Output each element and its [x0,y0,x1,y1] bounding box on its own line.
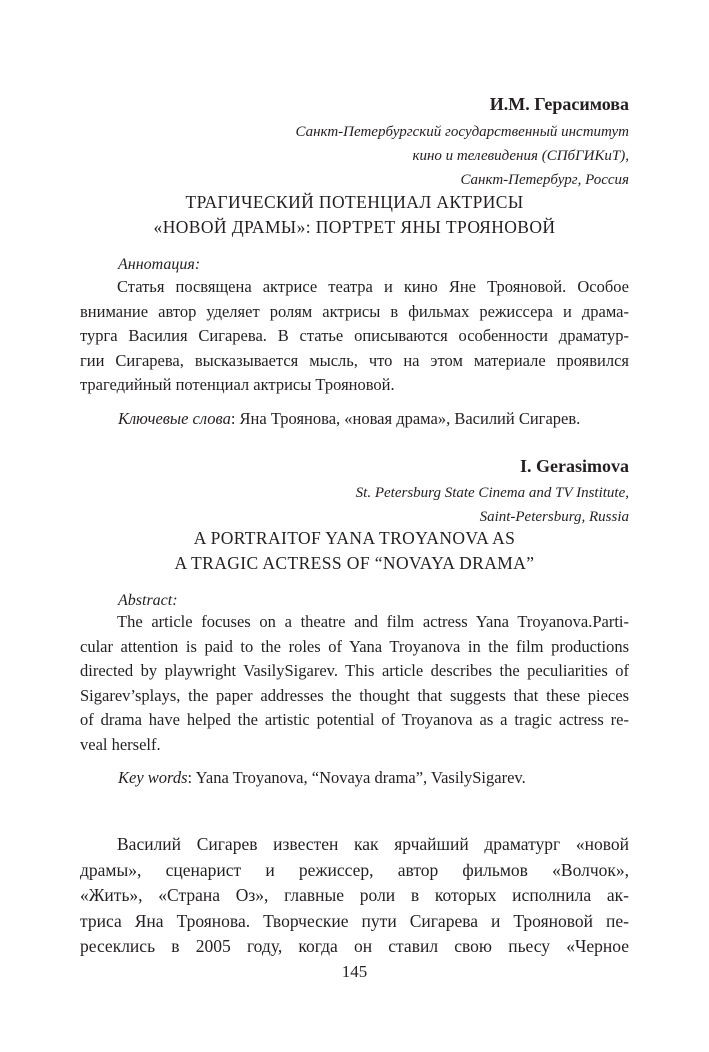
abstract-en-line: cular attention is paid to the roles of Yana Troyanova in the film productions [80,636,629,656]
affiliation-en-line: St. Petersburg State Cinema and TV Institute, [355,485,629,501]
abstract-ru-line: Статья посвящена актрисе театра и кино Яне Трояновой. Особое [117,277,629,296]
abstract-en-line: of drama have helped the artistic potential of Troyanova as a tragic actress re- [80,710,629,729]
author-en: I. Gerasimova [520,456,629,476]
keywords-en [118,766,526,790]
abstract-ru-line: турга Василия Сигарева. В статье описываются особенности драматур- [80,326,629,345]
affiliation-en [356,481,629,529]
affiliation-ru [295,120,629,192]
title-en-line: A TRAGIC ACTRESS OF “NOVAYA DRAMA” [174,553,535,573]
abstract-ru-line: трагедийный потенциал актрисы Трояновой. [80,375,395,394]
abstract-en-line: veal herself. [80,734,161,754]
title-ru-line: ТРАГИЧЕСКИЙ ПОТЕНЦИАЛ АКТРИСЫ [185,192,524,212]
abstract-en-line: directed by playwright VasilySigarev. This article describes the peculiarities of [80,661,629,680]
affiliation-ru-line: Санкт-Петербургский государственный институт [295,124,629,140]
abstract-ru [80,275,629,398]
page-number: 145 [341,962,368,981]
abstract-ru-label: Аннотация: [118,256,201,273]
keywords-en-text: : Yana Troyanova, “Novaya drama”, VasilySigarev. [187,768,526,787]
title-en [0,526,709,576]
title-en-line: A PORTRAITOF YANA TROYANOVA AS [193,528,516,548]
body-line: триса Яна Троянова. Творческие пути Сигарева и Трояновой пе- [80,910,629,931]
keywords-ru [118,407,580,431]
abstract-en-line: Sigarev’splays, the paper addresses the thought that suggests that these pieces [80,685,629,705]
keywords-ru-text: : Яна Троянова, «новая драма», Василий Сигарев. [230,409,581,428]
abstract-en-line: The article focuses on a theatre and film actress Yana Troyanova.Parti- [117,612,629,631]
abstract-en-label: Abstract: [118,592,178,609]
body-line: «Жить», «Страна Оз», главные роли в которых исполнила ак- [80,885,629,905]
body-paragraph [80,832,629,960]
abstract-ru-line: внимание автор уделяет ролям актрисы в фильмах режиссера и драма- [80,301,629,321]
keywords-en-label: Key words [118,768,188,787]
affiliation-ru-line: Санкт-Петербург, Россия [460,172,629,188]
affiliation-ru-line: кино и телевидения (СПбГИКиТ), [412,148,629,164]
body-line: Василий Сигарев известен как ярчайший драматург «новой [117,834,629,854]
author-ru: И.М. Герасимова [489,94,629,114]
title-ru-line: «НОВОЙ ДРАМЫ»: ПОРТРЕТ ЯНЫ ТРОЯНОВОЙ [153,217,556,237]
title-ru [0,190,709,240]
keywords-ru-label: Ключевые слова [118,409,231,428]
abstract-ru-line: гии Сигарева, высказывается мысль, что на этом материале проявился [80,350,629,370]
body-line: ресеклись в 2005 году, когда он ставил свою пьесу «Черное [80,936,629,956]
abstract-en [80,610,629,757]
affiliation-en-line: Saint-Petersburg, Russia [479,509,629,525]
body-line: драмы», сценарист и режиссер, автор фильмов «Волчок», [80,859,629,880]
